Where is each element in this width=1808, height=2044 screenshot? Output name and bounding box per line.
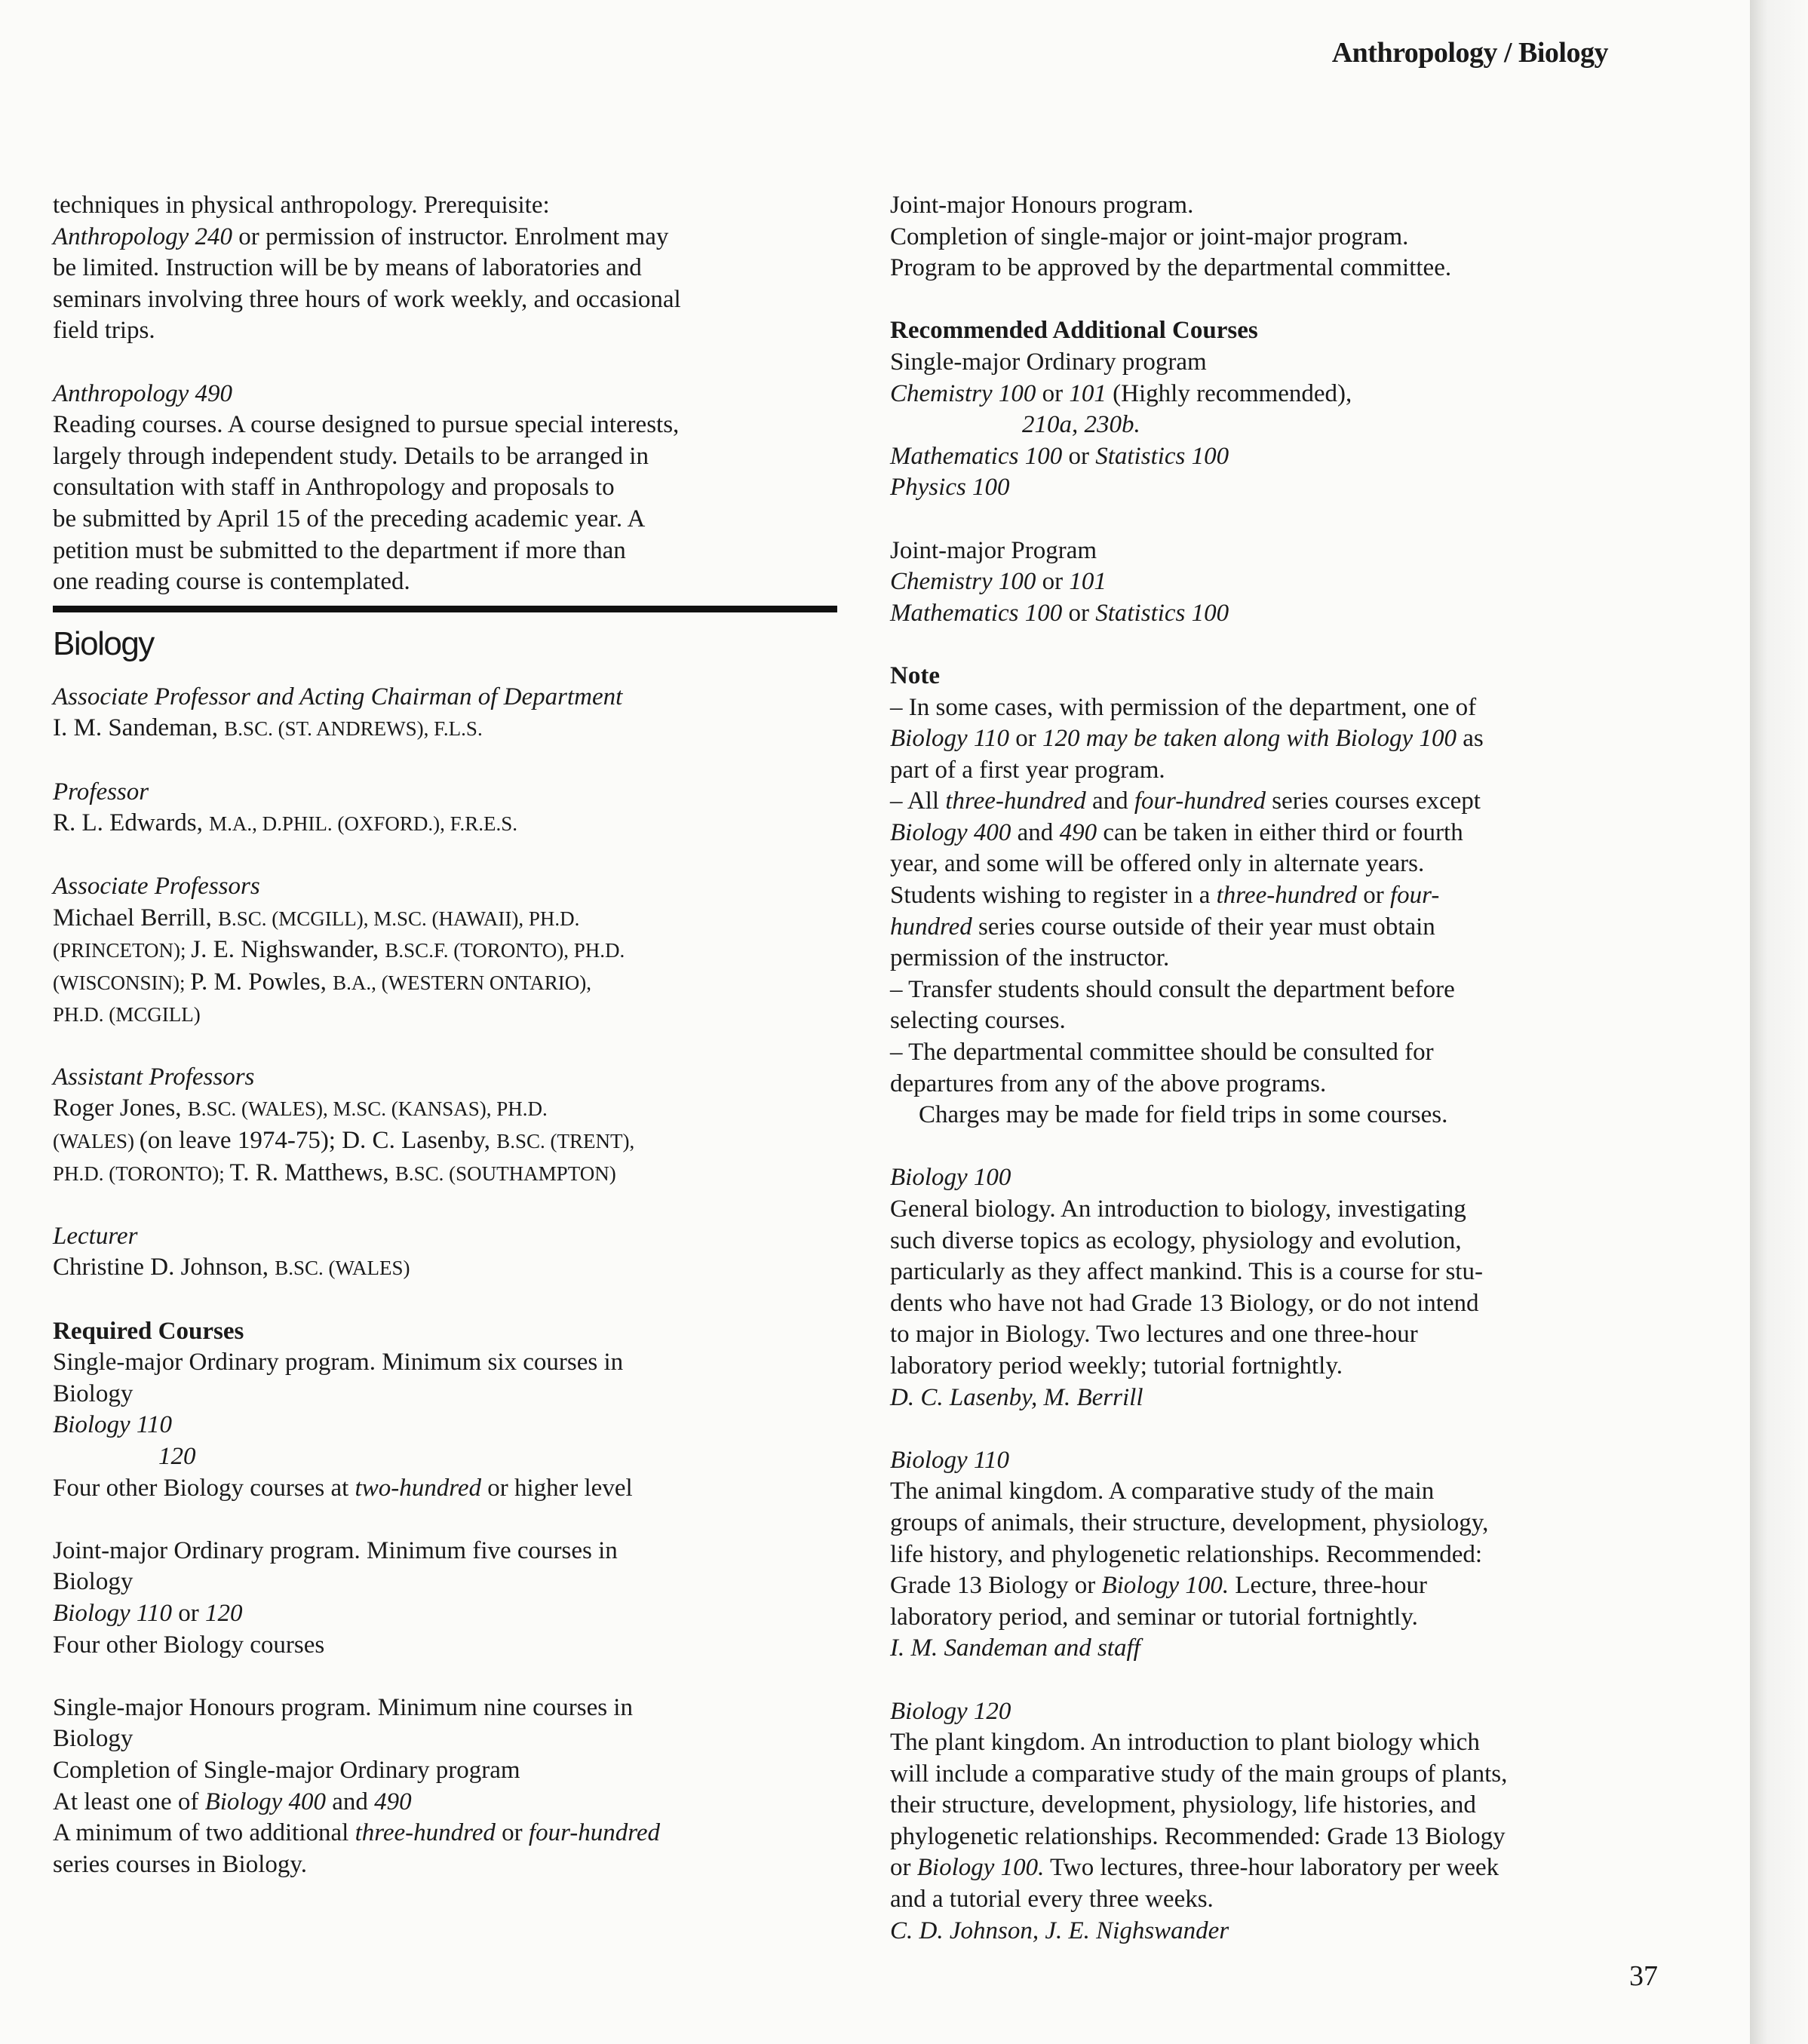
page-edge-shadow [1750, 0, 1808, 2044]
course-biology-120: Biology 120 The plant kingdom. An introduction to plant biology which will include a comparative study of the main groups of plants, their structure, development, physiology, life histories, and phylogenetic relationships. Recommended: Grade 13 Biology or Biology 100. Two lectures, three-hour laboratory per week and a tutorial every three weeks. C. D. Johnson, J. E. Nighswander [890, 1696, 1659, 1947]
anthropology-continuation: techniques in physical anthropology. Prerequisite: Anthropology 240 or permission of instructor. Enrolment may be limited. Instruction will be by means of laboratories and seminars involving three hours of work weekly, and occasional field trips. [53, 192, 681, 345]
course-instructors: C. D. Johnson, J. E. Nighswander [890, 1917, 1229, 1944]
faculty-lecturer: Lecturer Christine D. Johnson, B.SC. (WALES) [53, 1222, 410, 1281]
recommended-courses-single-major: Recommended Additional Courses Single-major Ordinary program Chemistry 100 or 101 (Highly recommended), 210a, 230b. Mathematics 100 or Statistics 100 Physics 100 [890, 315, 1659, 504]
required-courses-joint-major-ordinary: Joint-major Ordinary program. Minimum five courses in Biology Biology 110 or 120 Four other Biology courses [53, 1536, 618, 1659]
required-courses-single-major-honours: Single-major Honours program. Minimum nine courses in Biology Completion of Single-major Ordinary program At least one of Biology 400 and 490 A minimum of two additional three-hundred or four-hundred series courses in Biology. [53, 1693, 661, 1878]
running-header: Anthropology / Biology [1331, 37, 1608, 69]
page-number: 37 [1629, 1960, 1658, 1992]
faculty-associate-professors: Associate Professors Michael Berrill, B.SC. (MCGILL), M.SC. (HAWAII), PH.D. (PRINCETON); J. E. Nighswander, B.SC.F. (TORONTO), PH.D. (WISCONSIN); P. M. Powles, B.A., (WESTERN ONTARIO), PH.D. (MCGILL) [53, 873, 625, 1026]
required-courses-heading: Required Courses [53, 1317, 244, 1345]
course-title: Anthropology 490 [53, 379, 233, 407]
program-notes: Note – In some cases, with permission of the department, one of Biology 110 or 120 may be taken along with Biology 100 as part of a first year program. – All three-hundred and four-hundred series courses except Biology 400 and 490 can be taken in either third or fourth year, and some will be offered only in alternate years. Students wishing to register in a three-hundred or four- hundred series course outside of their year must obtain permission of the instructor. – Transfer students should consult the department before selecting courses. – The departmental committee should be consulted for departures from any of the above programs. Charges may be made for field trips in some courses. [890, 661, 1659, 1131]
left-column [53, 190, 845, 1912]
anthropology-490-entry: Anthropology 490 Reading courses. A course designed to pursue special interests, largely through independent study. Details to be arranged in consultation with staff in Anthropology and proposals to be submitted by April 15 of the preceding academic year. A petition must be submitted to the department if more than one reading course is contemplated. [53, 379, 845, 598]
course-title: Biology 100 [890, 1164, 1011, 1192]
course-title: Biology 110 [890, 1446, 1009, 1474]
course-instructors: D. C. Lasenby, M. Berrill [890, 1383, 1143, 1411]
course-instructors: I. M. Sandeman and staff [890, 1634, 1140, 1662]
note-heading: Note [890, 661, 940, 689]
right-column [890, 190, 1659, 1978]
faculty-assistant-professors: Assistant Professors Roger Jones, B.SC. (WALES), M.SC. (KANSAS), PH.D. (WALES) (on leave 1974-75); D. C. Lasenby, B.SC. (TRENT), PH.D. (TORONTO); T. R. Matthews, B.SC. (SOUTHAMPTON) [53, 1063, 635, 1186]
joint-major-honours: Joint-major Honours program. Completion of single-major or joint-major program. Program to be approved by the departmental committee. [890, 192, 1452, 282]
section-divider-rule [53, 606, 837, 612]
faculty-chair: Associate Professor and Acting Chairman of Department I. M. Sandeman, B.SC. (ST. ANDREWS), F.L.S. [53, 683, 623, 742]
course-biology-100: Biology 100 General biology. An introduction to biology, investigating such diverse topics as ecology, physiology and evolution, particularly as they affect mankind. This is a course for stu- dents who have not had Grade 13 Biology, or do not intend to major in Biology. Two lectures and one three-hour laboratory period weekly; tutorial fortnightly. D. C. Lasenby, M. Berrill [890, 1162, 1659, 1413]
biology-section-heading: Biology [53, 625, 154, 662]
required-courses-single-major-ordinary: Required Courses Single-major Ordinary program. Minimum six courses in Biology Biology 110 120 Four other Biology courses at two-hundred or higher level [53, 1316, 845, 1505]
course-biology-110: Biology 110 The animal kingdom. A comparative study of the main groups of animals, their structure, development, physiology, life history, and phylogenetic relationships. Recommended: Grade 13 Biology or Biology 100. Lecture, three-hour laboratory period, and seminar or tutorial fortnightly. I. M. Sandeman and staff [890, 1445, 1659, 1665]
faculty-professor: Professor R. L. Edwards, M.A., D.PHIL. (OXFORD.), F.R.E.S. [53, 778, 518, 837]
course-title: Biology 120 [890, 1697, 1011, 1725]
recommended-courses-heading: Recommended Additional Courses [890, 317, 1258, 345]
recommended-courses-joint-major: Joint-major Program Chemistry 100 or 101 Mathematics 100 or Statistics 100 [890, 536, 1229, 627]
